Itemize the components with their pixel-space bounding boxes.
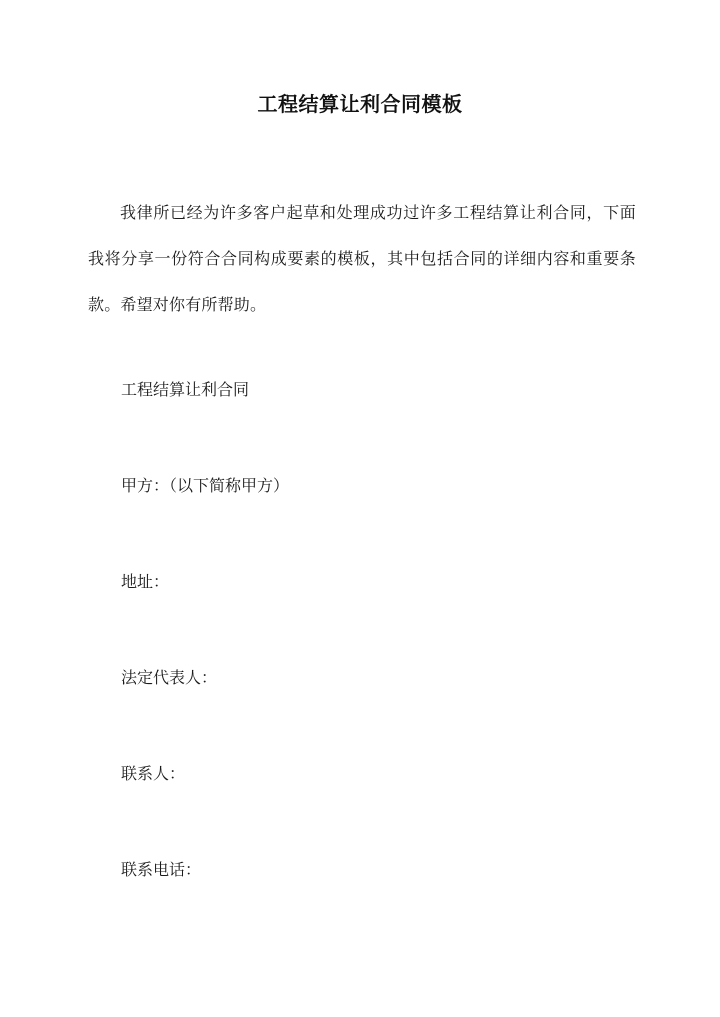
document-title: 工程结算让利合同模板	[257, 92, 463, 116]
intro-paragraph: 我律所已经为许多客户起草和处理成功过许多工程结算让利合同，下面我将分享一份符合合同构成要素的模板，其中包括合同的详细内容和重要条款。希望对你有所帮助。	[88, 203, 636, 314]
contact-phone-line: 联系电话：	[121, 860, 202, 879]
contract-heading: 工程结算让利合同	[121, 380, 250, 399]
party-a-line: 甲方：（以下简称甲方）	[121, 476, 290, 495]
address-line: 地址：	[121, 572, 170, 591]
contact-person-line: 联系人：	[121, 764, 186, 783]
legal-representative-line: 法定代表人：	[121, 668, 218, 687]
